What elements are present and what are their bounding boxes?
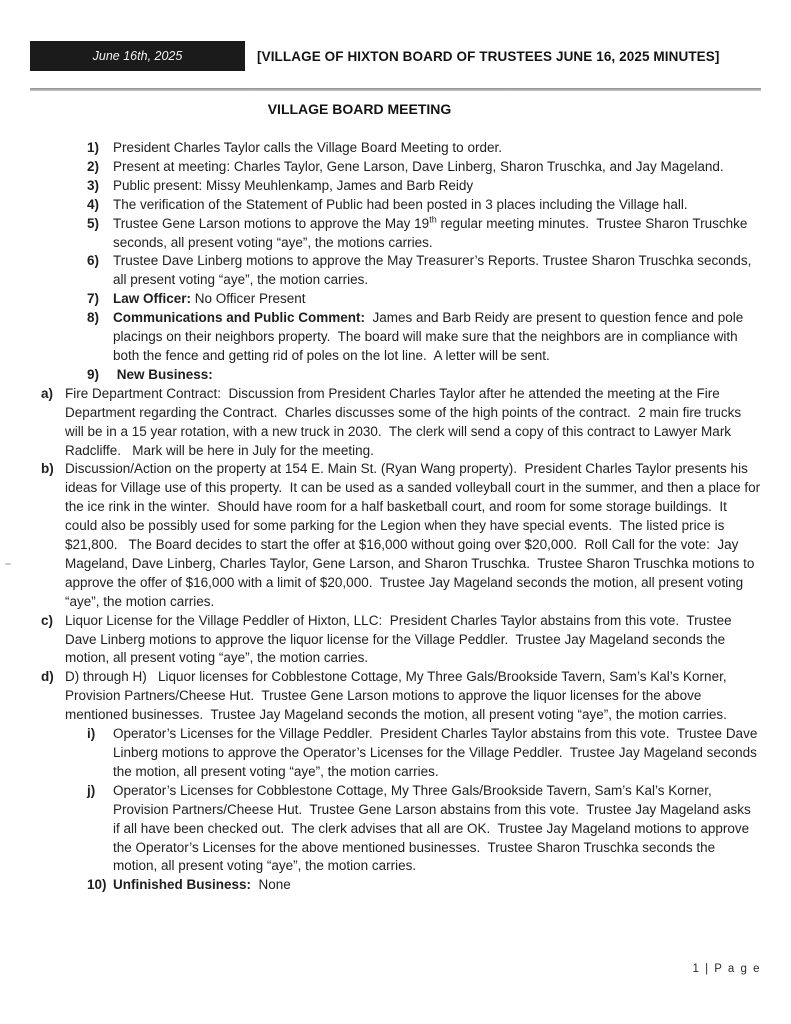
list-item-text: Fire Department Contract: Discussion from President Charles Taylor after he attended the meeting at the Fire Department regarding the Contract. Charles discusses some of the high points of the contract. 2 main fire trucks will be in a 15 year rotation, with a new truck in 2030. The clerk will send a copy of this contract to Lawyer Mark Radcliffe. Mark will be here in July for the meeting.: [65, 385, 745, 458]
list-item: [30, 385, 761, 461]
list-item-text: Present at meeting: Charles Taylor, Gene Larson, Dave Linberg, Sharon Truschka, and Jay Mageland.: [113, 158, 724, 174]
list-item: [30, 876, 761, 895]
list-item: [30, 725, 761, 782]
list-item-marker: c): [41, 612, 54, 628]
list-item-marker: d): [41, 669, 54, 685]
list-item-text: Trustee Dave Linberg motions to approve the May Treasurer’s Reports. Trustee Sharon Truschka seconds, all present voting “aye”, the motion carries.: [113, 253, 756, 288]
header-date: June 16th, 2025: [92, 49, 183, 63]
list-item-marker: 9): [87, 366, 100, 382]
list-item-marker: i): [87, 726, 96, 742]
list-item-text: Public present: Missy Meuhlenkamp, James and Barb Reidy: [113, 177, 474, 193]
list-item-marker: a): [41, 385, 54, 401]
page-footer: [30, 963, 761, 975]
list-item-text: Operator’s Licenses for the Village Peddler. President Charles Taylor abstains from this vote. Trustee Dave Linberg motions to approve the Operator’s Licenses for the Village Peddler. Trustee Jay Mageland seconds the motion, all present voting “aye”, the motion carries.: [113, 726, 762, 779]
list-item-marker: 5): [87, 215, 100, 231]
list-item-text: New Business:: [113, 366, 213, 382]
list-item-text: The verification of the Statement of Public had been posted in 3 places including the Village hall.: [113, 196, 688, 212]
list-item: [30, 177, 761, 196]
list-item-text: Unfinished Business: None: [113, 877, 291, 893]
scan-artifact: [5, 563, 11, 565]
list-item: [30, 252, 761, 290]
list-item-text: President Charles Taylor calls the Village Board Meeting to order.: [113, 140, 502, 155]
header-date-banner: [30, 41, 245, 71]
list-item: [30, 158, 761, 177]
list-item-marker: 10): [87, 877, 107, 893]
list-item: [30, 460, 764, 611]
list-item: [30, 782, 761, 877]
list-item-marker: 8): [87, 310, 100, 326]
list-item-text: Trustee Gene Larson motions to approve the May 19th regular meeting minutes. Trustee Sharon Truschke seconds, all present voting “aye”, the motions carries.: [113, 214, 752, 250]
list-item: [30, 612, 761, 669]
list-item-text: Law Officer: No Officer Present: [113, 291, 306, 307]
list-item: [30, 309, 761, 366]
list-item-marker: 4): [87, 196, 100, 212]
header-title: [VILLAGE OF HIXTON BOARD OF TRUSTEES JUNE 16, 2025 MINUTES]: [257, 48, 720, 64]
list-item-marker: 6): [87, 253, 100, 269]
list-item-marker: b): [41, 461, 54, 477]
list-item-text: Communications and Public Comment: James and Barb Reidy are present to question fence and pole placings on their neighbors property. The board will make sure that the neighbors are in compliance with both the fence and getting rid of poles on the lot line. A letter will be sent.: [113, 310, 748, 363]
page-header: [30, 41, 761, 71]
header-divider: [30, 88, 761, 91]
list-item: [30, 196, 761, 215]
list-item: [30, 668, 761, 725]
list-item-marker: 3): [87, 177, 100, 193]
list-item-text: Liquor License for the Village Peddler of Hixton, LLC: President Charles Taylor abstains from this vote. Trustee Dave Linberg motions to approve the liquor license for the Village Peddler. Trustee Jay Mageland seconds the motion, all present voting “aye”, the motion carries.: [65, 612, 736, 666]
list-item: [30, 290, 761, 309]
list-item-marker: j): [87, 782, 96, 798]
meeting-title: VILLAGE BOARD MEETING: [267, 101, 452, 117]
list-item-marker: 1): [87, 140, 100, 155]
list-item-text: Discussion/Action on the property at 154 E. Main St. (Ryan Wang property). President Charles Taylor presents his ideas for Village use of this property. It can be used as a sanded volleyball court in the summer, and then a place for the ice rink in the winter. Should have room for a half basketball court, and room for some storage buildings. It could also be possibly used for some parking for the Legion when they have special events. The listed price is $21,800. The Board decides to start the offer at $16,000 without going over $20,000. Roll Call for the vote: Jay Mageland, Dave Linberg, Charles Taylor, Gene Larson, and Sharon Truschka. Trustee Sharon Truschka motions to approve the offer of $16,000 with a limit of $20,000. Trustee Jay Mageland seconds the motion, all present voting “aye”, the motion carries.: [65, 461, 764, 609]
list-item-text: Operator’s Licenses for Cobblestone Cottage, My Three Gals/Brookside Tavern, Sam’s Kal’s Korner, Provision Partners/Cheese Hut. Trustee Gene Larson abstains from this vote. Trustee Jay Mageland asks if all have been checked out. The clerk advises that all are OK. Trustee Jay Mageland motions to approve the Operator’s Licenses for the above mentioned businesses. Trustee Sharon Truschka seconds the motion, all present voting “aye”, the motion carries.: [113, 782, 755, 874]
list-item: [30, 366, 761, 385]
list-item-marker: 2): [87, 158, 100, 174]
list-item: [30, 139, 761, 158]
list-item-marker: 7): [87, 291, 100, 307]
minutes-list: [30, 139, 764, 895]
list-item: [30, 215, 761, 253]
list-item-text: D) through H) Liquor licenses for Cobblestone Cottage, My Three Gals/Brookside Tavern, Sam’s Kal’s Korner, Provision Partners/Cheese Hut. Trustee Gene Larson motions to approve the liquor licenses for the above mentioned businesses. Trustee Jay Mageland seconds the motion, all present voting “aye”, the motion carries.: [65, 669, 731, 723]
page-number: 1 | P a g e: [692, 963, 761, 975]
